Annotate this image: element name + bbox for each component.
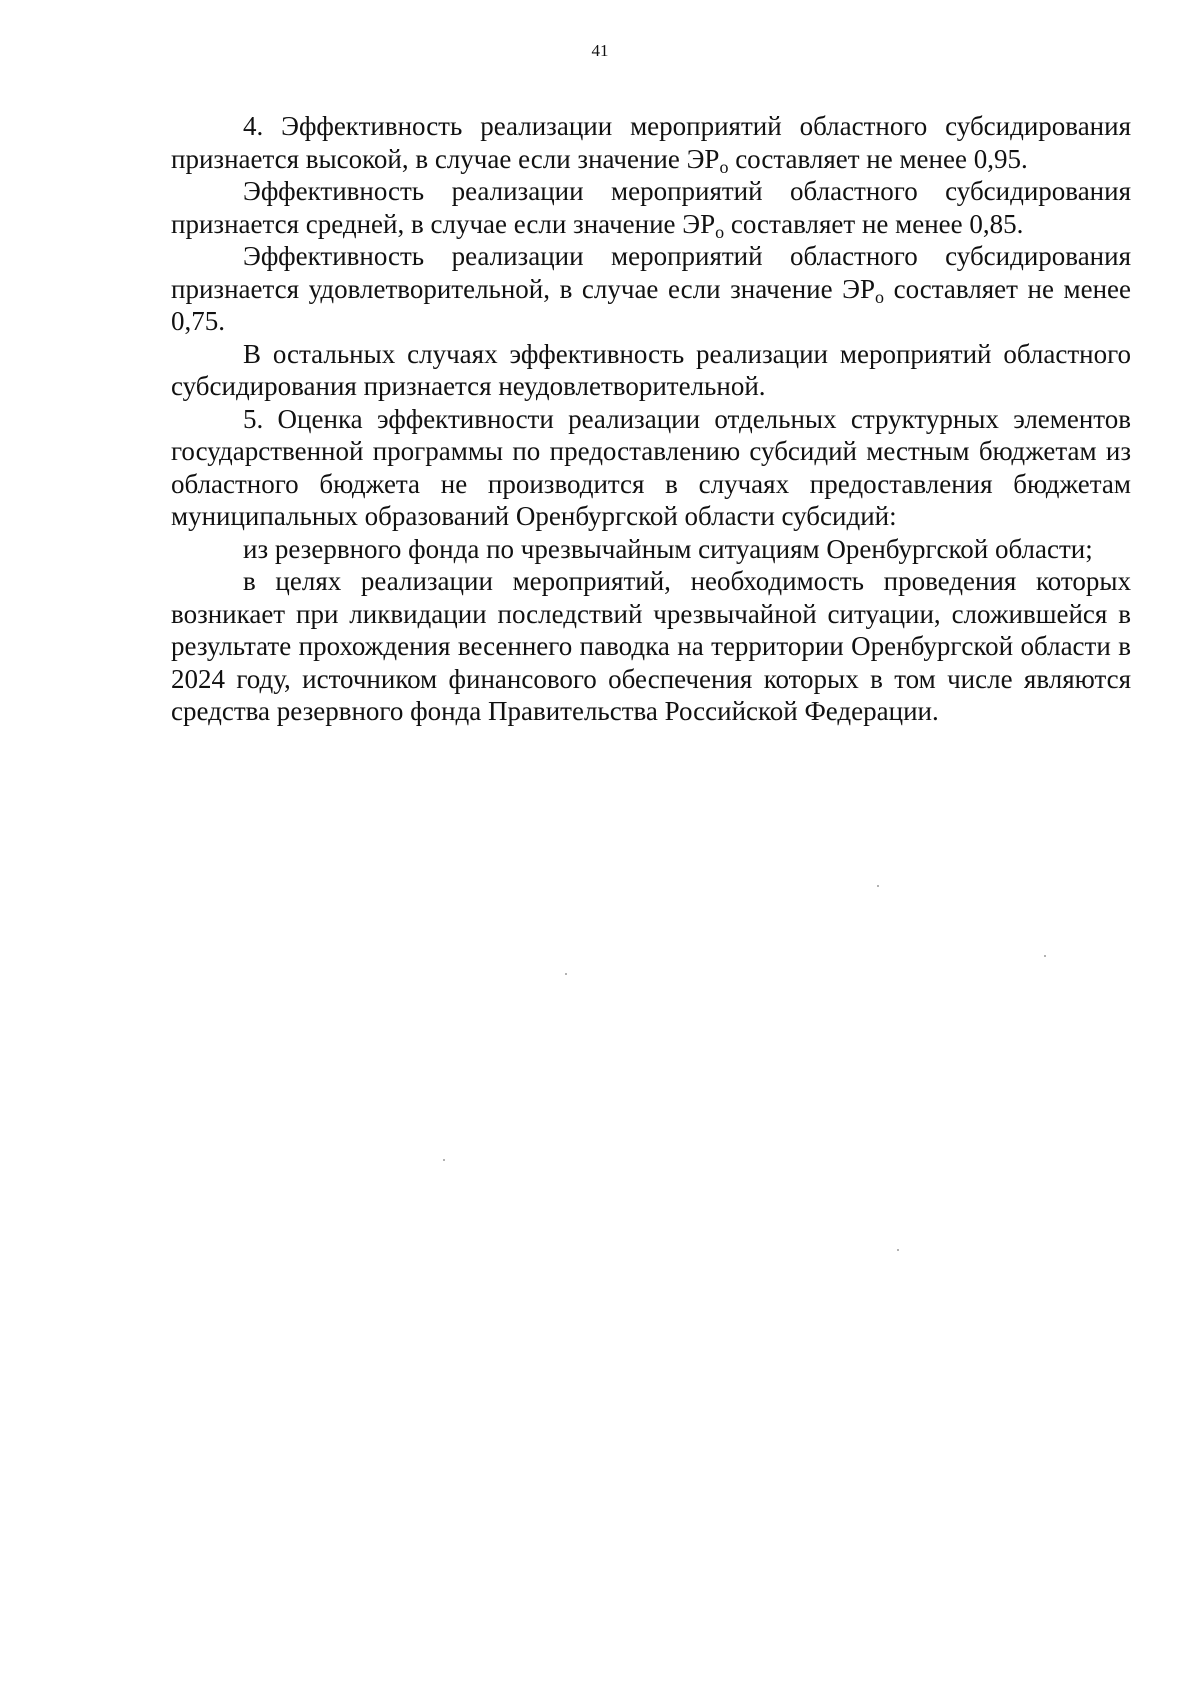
scan-speck — [877, 885, 879, 887]
scan-speck — [443, 1159, 445, 1161]
paragraph-flood-measures: в целях реализации мероприятий, необходимость проведения которых возникает при ликвидации последствий чрезвычайной ситуации, сложившейся в результате прохождения весеннего паводка на территории Оренбургской области в 2024 году, источником финансового обеспечения которых в том числе являются средства резервного фонда Правительства Российской Федерации. — [171, 566, 1131, 726]
paragraph-unsatisfactory-efficiency: В остальных случаях эффективность реализации мероприятий областного субсидирования признается неудовлетворительной. — [171, 338, 1131, 401]
paragraph-text: 4. Эффективность реализации мероприятий областного субсидирования признается высокой, в случае если значение ЭР — [171, 111, 1131, 174]
paragraph-item-5: 5. Оценка эффективности реализации отдельных структурных элементов государственной программы по предоставлению субсидий местным бюджетам из областного бюджета не производится в случаях предоставления бюджетам муниципальных образований Оренбургской области субсидий: — [171, 403, 1131, 531]
paragraph-text: Эффективность реализации мероприятий областного субсидирования признается средней, в случае если значение ЭР — [171, 176, 1131, 239]
paragraph-text: составляет не менее 0,75. — [171, 273, 1131, 336]
subscript: о — [715, 221, 725, 242]
subscript: о — [875, 286, 885, 307]
paragraph-reserve-fund: из резервного фонда по чрезвычайным ситуациям Оренбургской области; — [243, 533, 1093, 564]
paragraph-high-efficiency — [171, 110, 1131, 175]
paragraph-satisfactory-efficiency — [171, 240, 1131, 338]
page-number: 41 — [591, 41, 609, 60]
paragraph-medium-efficiency — [171, 175, 1131, 240]
scan-speck — [1044, 955, 1046, 957]
subscript: о — [719, 156, 729, 177]
paragraph-text: составляет не менее 0,95. — [728, 143, 1028, 174]
scan-speck — [565, 973, 567, 975]
document-body — [171, 110, 1131, 728]
scan-speck — [897, 1249, 899, 1251]
paragraph-text: составляет не менее 0,85. — [724, 208, 1024, 239]
paragraph-text: Эффективность реализации мероприятий областного субсидирования признается удовлетворительной, в случае если значение ЭР — [171, 241, 1131, 304]
